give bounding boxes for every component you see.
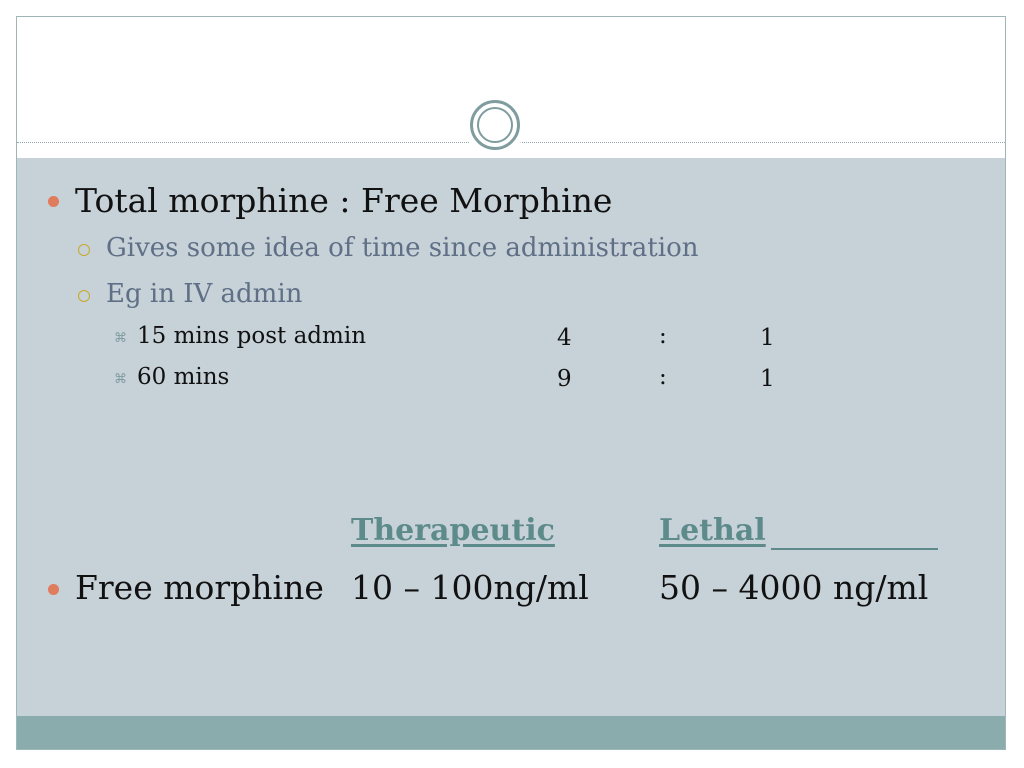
bullet-ring-icon [78, 244, 90, 256]
footer-bar [17, 716, 1005, 750]
row-total-value: 4 [557, 325, 572, 351]
bullet-x-icon: ⌘ [114, 372, 127, 387]
lethal-value: 50 – 4000 ng/ml [659, 568, 929, 607]
row-label: 60 mins [137, 364, 230, 390]
sub-bullet-time-text: Gives some idea of time since administration [106, 233, 699, 263]
row-free-value: 1 [760, 366, 775, 392]
row-ratio-separator: : [659, 323, 667, 349]
row-total-value: 9 [557, 366, 572, 392]
row-label: 15 mins post admin [137, 323, 367, 349]
sub-bullet-iv-text: Eg in IV admin [106, 279, 303, 309]
bullet-dot-icon [48, 584, 59, 595]
bullet-x-icon: ⌘ [114, 331, 127, 346]
therapeutic-value: 10 – 100ng/ml [351, 568, 589, 607]
main-bullet-text: Total morphine : Free Morphine [75, 181, 613, 220]
bullet-dot-icon [48, 196, 59, 207]
bullet-ring-icon [78, 290, 90, 302]
lethal-header: Lethal [659, 513, 766, 548]
header-underline [771, 548, 938, 550]
therapeutic-header: Therapeutic [351, 513, 555, 548]
row-ratio-separator: : [659, 364, 667, 390]
ring-inner-icon [477, 107, 513, 143]
free-morphine-label: Free morphine [75, 568, 324, 607]
row-free-value: 1 [760, 325, 775, 351]
